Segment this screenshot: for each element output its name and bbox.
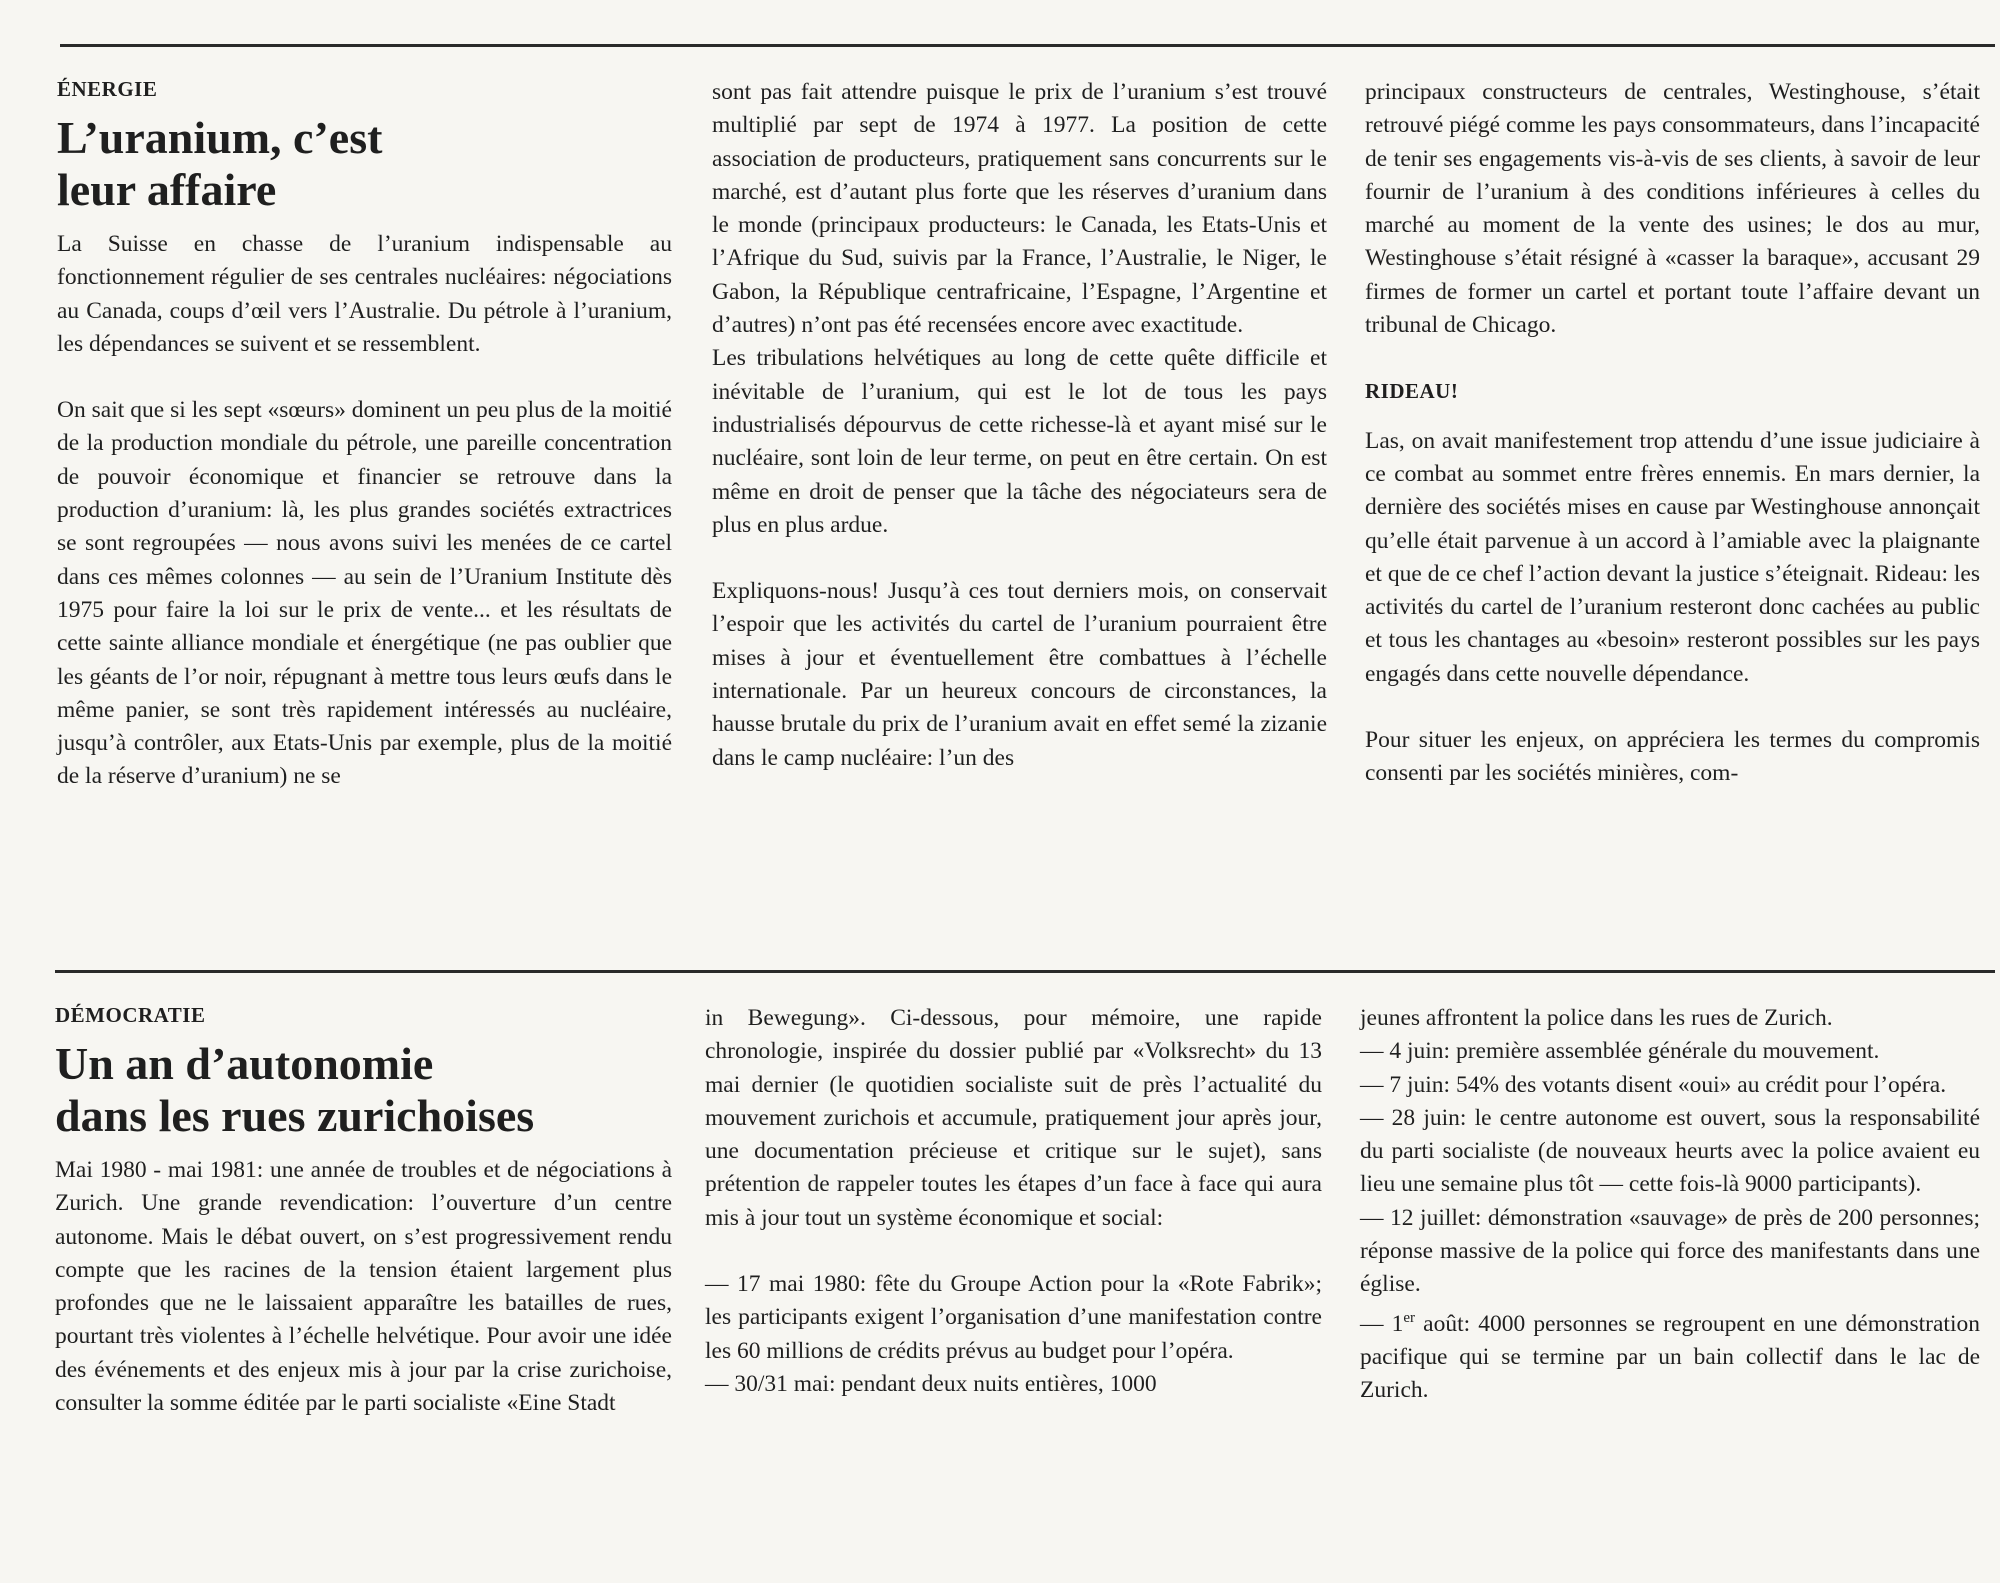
- energie-body-paragraph: Las, on avait manifestement trop attendu d’une issue judiciaire à ce combat au sommet entre frères ennemis. En mars dernier, la dernière des sociétés mises en cause par Westinghouse annonçait qu’elle était parvenue à un accord à l’amiable avec la plaignante et que de ce chef l’action devant la justice s’éteignait. Rideau: les activités du cartel de l’uranium resteront donc cachées au public et tous les chantages au «besoin» resteront possibles sur les pays engagés dans cette nouvelle dépendance.: [1365, 427, 1980, 687]
- democratie-kicker: DÉMOCRATIE: [55, 1003, 206, 1027]
- energie-headline-line2: leur affaire: [57, 164, 277, 215]
- chronology-entry: — 12 juillet: démonstration «sauvage» de près de 200 personnes; réponse massive de la police qui force des manifestants dans une église.: [1360, 1204, 1980, 1298]
- energie-headline-line1: L’uranium, c’est: [57, 112, 383, 163]
- energie-subhead: RIDEAU!: [1365, 379, 1459, 404]
- section-divider-rule: [55, 970, 1995, 973]
- chronology-entry: — 4 juin: première assemblée générale du mouvement.: [1360, 1038, 1880, 1065]
- energie-body-paragraph: Pour situer les enjeux, on appréciera les termes du compromis consenti par les sociétés minières, com-: [1365, 727, 1980, 787]
- energie-body-paragraph: On sait que si les sept «sœurs» dominent un peu plus de la moitié de la production mondiale du pétrole, une pareille concentration de pouvoir économique et financier se retrouve dans la production d’uranium: là, les plus grandes sociétés extractrices se sont regroupées — nous avons suivi les menées de ce cartel dans ces mêmes colonnes — au sein de l’Uranium Institute dès 1975 pour faire la loi sur le prix de vente... et les résultats de cette sainte alliance mondiale et énergétique (ne pas oublier que les géants de l’or noir, répugnant à mettre tous leurs œufs dans le même panier, se sont très rapidement intéressés au nucléaire, jusqu’à contrôler, aux Etats-Unis par exemple, plus de la moitié de la réserve d’uranium) ne se: [57, 397, 672, 790]
- energie-body-paragraph: Les tribulations helvétiques au long de cette quête difficile et inévitable de l’uranium, qui est le lot de tous les pays industrialisés dépourvus de cette richesse-là et ayant misé sur le nucléaire, sont loin de leur terme, on peut en être certain. On est même en droit de penser que la tâche des négociateurs sera de plus en plus ardue.: [712, 345, 1327, 538]
- energie-body-paragraph: principaux constructeurs de centrales, Westinghouse, s’était retrouvé piégé comme les pays consommateurs, dans l’incapacité de tenir ses engagements vis-à-vis de ses clients, à savoir de leur fournir de l’uranium à des conditions inférieures à celles du marché au moment de la vente des usines; le dos au mur, Westinghouse s’était résigné à «casser la baraque», accusant 29 firmes de former un cartel et portant toute l’affaire devant un tribunal de Chicago.: [1365, 79, 1980, 339]
- energie-lead: La Suisse en chasse de l’uranium indispensable au fonctionnement régulier de ses centrales nucléaires: négociations au Canada, coups d’œil vers l’Australie. Du pétrole à l’uranium, les dépendances se suivent et se ressemblent.: [57, 231, 672, 357]
- democratie-column-2: [705, 1002, 1322, 1401]
- democratie-body-paragraph: Mai 1980 - mai 1981: une année de troubles et de négociations à Zurich. Une grande revendication: l’ouverture d’un centre autonome. Mais le débat ouvert, on s’est progressivement rendu compte que les racines de la tension étaient largement plus profondes que ne le laissaient apparaître les batailles de rues, pourtant très violentes à l’échelle helvétique. Pour avoir une idée des événements et des enjeux mis à jour par la crise zurichoise, consulter la somme éditée par le parti socialiste «Eine Stadt: [55, 1157, 672, 1417]
- energie-column-3: [1365, 76, 1980, 791]
- energie-kicker: ÉNERGIE: [57, 77, 158, 101]
- chronology-entry: — 7 juin: 54% des votants disent «oui» au crédit pour l’opéra.: [1360, 1071, 1947, 1098]
- democratie-headline-line2: dans les rues zurichoises: [55, 1090, 535, 1141]
- top-rule: [60, 44, 1995, 47]
- chronology-entry: — 30/31 mai: pendant deux nuits entières, 1000: [705, 1370, 1157, 1397]
- democratie-body-paragraph: in Bewegung». Ci-dessous, pour mémoire, une rapide chronologie, inspirée du dossier publié par «Volksrecht» du 13 mai dernier (le quotidien socialiste suit de près l’actualité du mouvement zurichois et accumule, pratiquement jour après jour, une documentation précieuse et critique sur le sujet), sans prétention de rappeler toutes les étapes d’un face à face qui aura mis à jour tout un système économique et social:: [705, 1005, 1322, 1231]
- chronology-entry-superscript: er: [1403, 1309, 1416, 1326]
- chronology-entry-prefix: — 1: [1360, 1310, 1404, 1337]
- democratie-headline: [55, 1038, 672, 1142]
- democratie-headline-line1: Un an d’autonomie: [55, 1038, 434, 1089]
- energie-headline: [57, 112, 672, 216]
- energie-body-paragraph: Expliquons-nous! Jusqu’à ces tout derniers mois, on conservait l’espoir que les activités du cartel de l’uranium pourraient être mises à jour et éventuellement être combattues à l’échelle internationale. Par un heureux concours de circonstances, la hausse brutale du prix de l’uranium avait en effet semé la zizanie dans le camp nucléaire: l’un des: [712, 578, 1327, 771]
- energie-body-paragraph: sont pas fait attendre puisque le prix de l’uranium s’est trouvé multiplié par sept de 1974 à 1977. La position de cette association de producteurs, pratiquement sans concurrents sur le marché, est d’autant plus forte que les réserves d’uranium dans le monde (principaux producteurs: le Canada, les Etats-Unis et l’Afrique du Sud, suivis par la France, l’Australie, le Niger, le Gabon, la République centrafricaine, l’Espagne, l’Argentine et d’autres) n’ont pas été recensées encore avec exactitude.: [712, 79, 1327, 339]
- energie-column-2: [712, 76, 1327, 775]
- chronology-entry: jeunes affrontent la police dans les rues de Zurich.: [1360, 1005, 1833, 1031]
- chronology-entry: [1360, 1302, 1980, 1408]
- democratie-column-1: [55, 1002, 672, 1420]
- chronology-entry: — 28 juin: le centre autonome est ouvert, sous la responsabilité du parti socialiste (de nouveaux heurts avec la police avaient eu lieu une semaine plus tôt — cette fois-là 9000 participants).: [1360, 1104, 1980, 1198]
- democratie-column-3: [1360, 1002, 1980, 1407]
- chronology-entry: — 17 mai 1980: fête du Groupe Action pour la «Rote Fabrik»; les participants exigent l’organisation d’une manifestation contre les 60 millions de crédits prévus au budget pour l’opéra.: [705, 1271, 1322, 1364]
- chronology-entry-text: août: 4000 personnes se regroupent en une démonstration pacifique qui se termine par un bain collectif dans le lac de Zurich.: [1360, 1310, 1980, 1404]
- energie-column-1: [57, 76, 672, 794]
